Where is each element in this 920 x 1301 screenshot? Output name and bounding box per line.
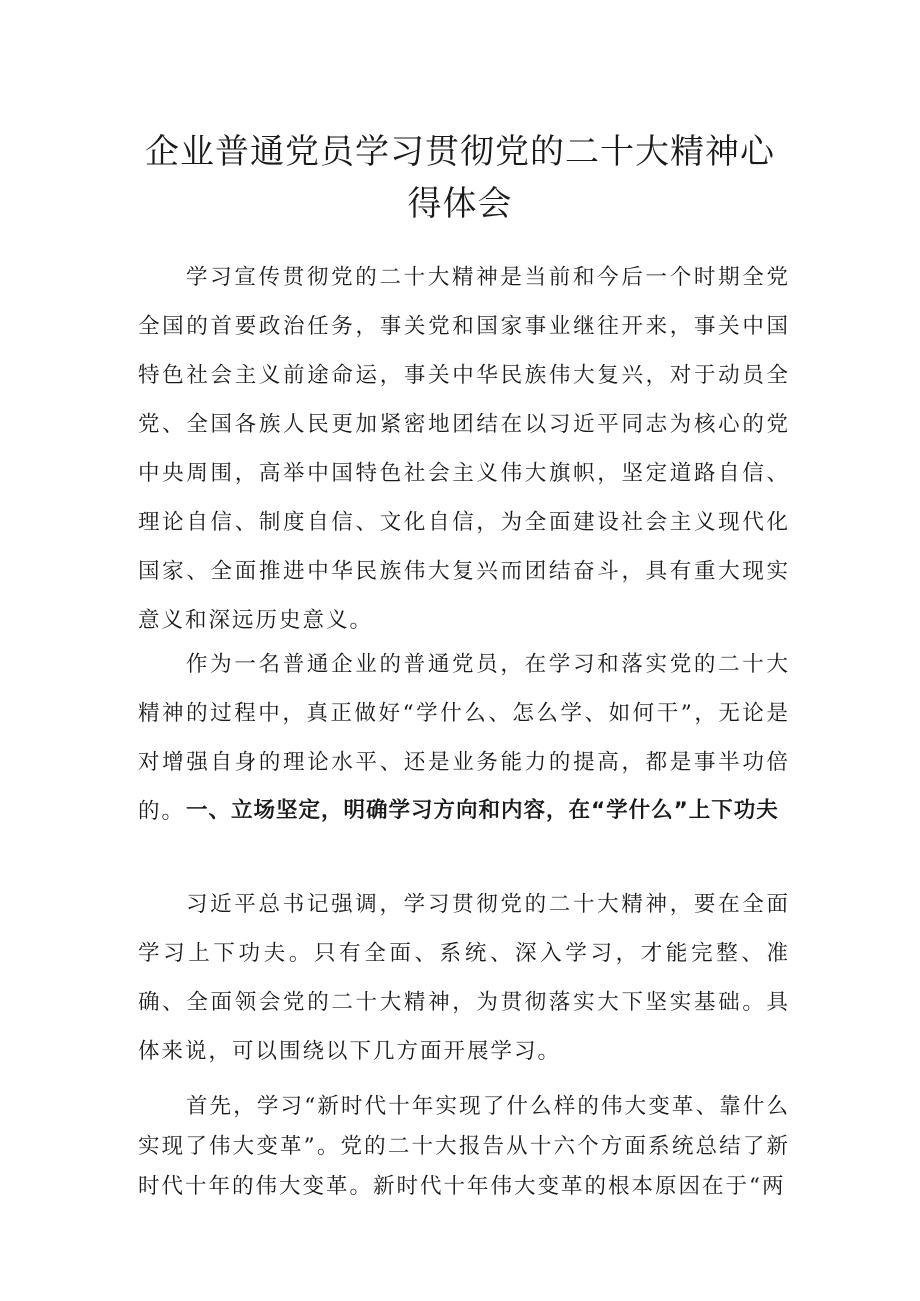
document-title-line-2: 得体会 xyxy=(407,184,513,224)
paragraph-role: 作为一名普通企业的普通党员，在学习和落实党的二十大精神的过程中，真正做好“学什么、怎么学、如何干”，无论是对增强自身的理论水平、还是业务能力的提高，都是事半功倍的。 xyxy=(138,652,790,824)
paragraph-intro: 学习宣传贯彻党的二十大精神是当前和今后一个时期全党全国的首要政治任务，事关党和国家事业继往开来，事关中国特色社会主义前途命运，事关中华民族伟大复兴，对于动员全党、全国各族人民更加紧密地团结在以习近平同志为核心的党中央周围，高举中国特色社会主义伟大旗帜，坚定道路自信、理论自信、制度自信、文化自信，为全面建设社会主义现代化国家、全面推进中华民族伟大复兴而团结奋斗，具有重大现实意义和深远历史意义。 xyxy=(138,265,790,633)
document-title-line-1: 企业普通党员学习贯彻党的二十大精神心 xyxy=(145,132,775,172)
section-heading-1: 一、立场坚定，明确学习方向和内容，在“学什么”上下功夫 xyxy=(186,798,779,823)
paragraph-first-point: 首先，学习“新时代十年实现了什么样的伟大变革、靠什么实现了伟大变革”。党的二十大报告从十六个方面系统总结了新时代十年的伟大变革。新时代十年伟大变革的根本原因在于“两 xyxy=(138,1094,790,1199)
paragraph-study-scope: 习近平总书记强调，学习贯彻党的二十大精神，要在全面学习上下功夫。只有全面、系统、深入学习，才能完整、准确、全面领会党的二十大精神，为贯彻落实大下坚实基础。具体来说，可以围绕以下几方面开展学习。 xyxy=(138,892,790,1064)
